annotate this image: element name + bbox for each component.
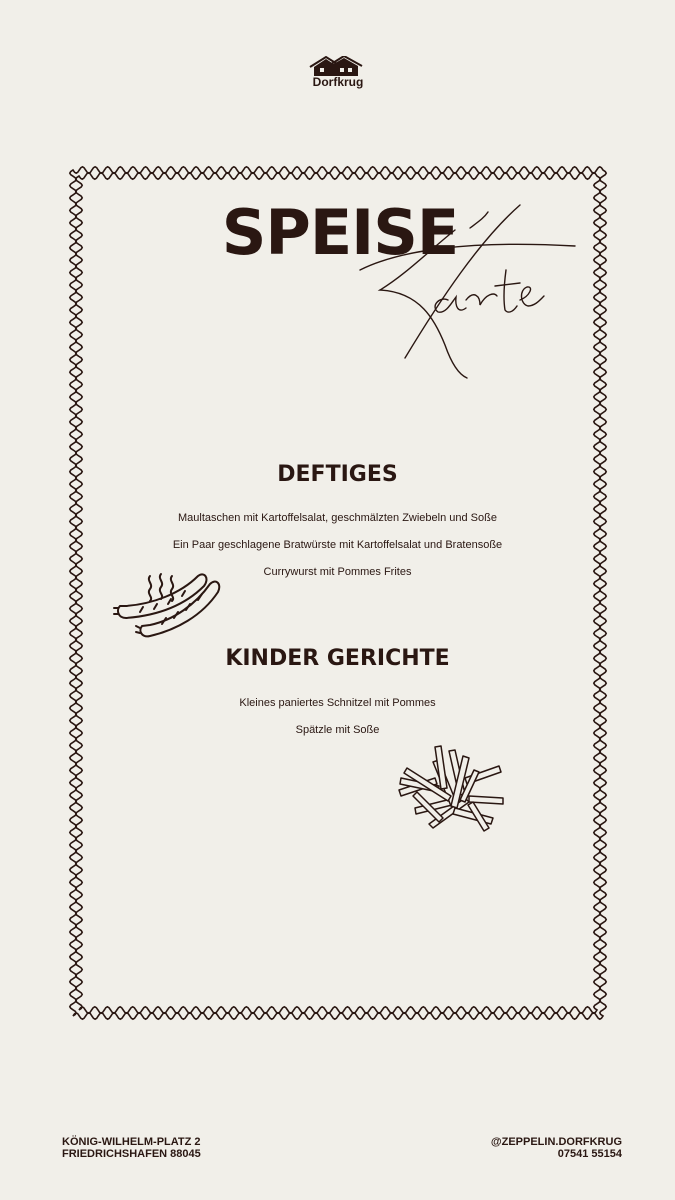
- menu-item: Spätzle mit Soße: [295, 724, 380, 736]
- menu-item: Maultaschen mit Kartoffelsalat, geschmälzten Zwiebeln und Soße: [178, 512, 497, 524]
- menu-title: SPEISE: [221, 196, 459, 269]
- menu-title-script: [0, 0, 675, 400]
- social-handle[interactable]: @ZEPPELIN.DORFKRUG: [490, 1136, 622, 1148]
- menu-item: Ein Paar geschlagene Bratwürste mit Kartoffelsalat und Bratensoße: [172, 539, 503, 551]
- script-word-text: Karte: [0, 0, 3, 1]
- fries-icon: [395, 738, 507, 833]
- phone-number[interactable]: 07541 55154: [557, 1148, 622, 1160]
- section-title-kinder-gerichte: KINDER GERICHTE: [225, 646, 450, 671]
- brand-name: Dorfkrug: [312, 75, 364, 89]
- address-line-2: FRIEDRICHSHAFEN 88045: [62, 1148, 201, 1160]
- section-title-deftiges: DEFTIGES: [277, 462, 398, 487]
- menu-item: Currywurst mit Pommes Frites: [263, 566, 412, 578]
- menu-item: Kleines paniertes Schnitzel mit Pommes: [239, 697, 436, 709]
- footer-contact: [491, 1136, 622, 1160]
- sausage-icon: [112, 568, 224, 646]
- address-line-1: KÖNIG-WILHELM-PLATZ 2: [62, 1136, 201, 1148]
- footer-address: [62, 1136, 201, 1160]
